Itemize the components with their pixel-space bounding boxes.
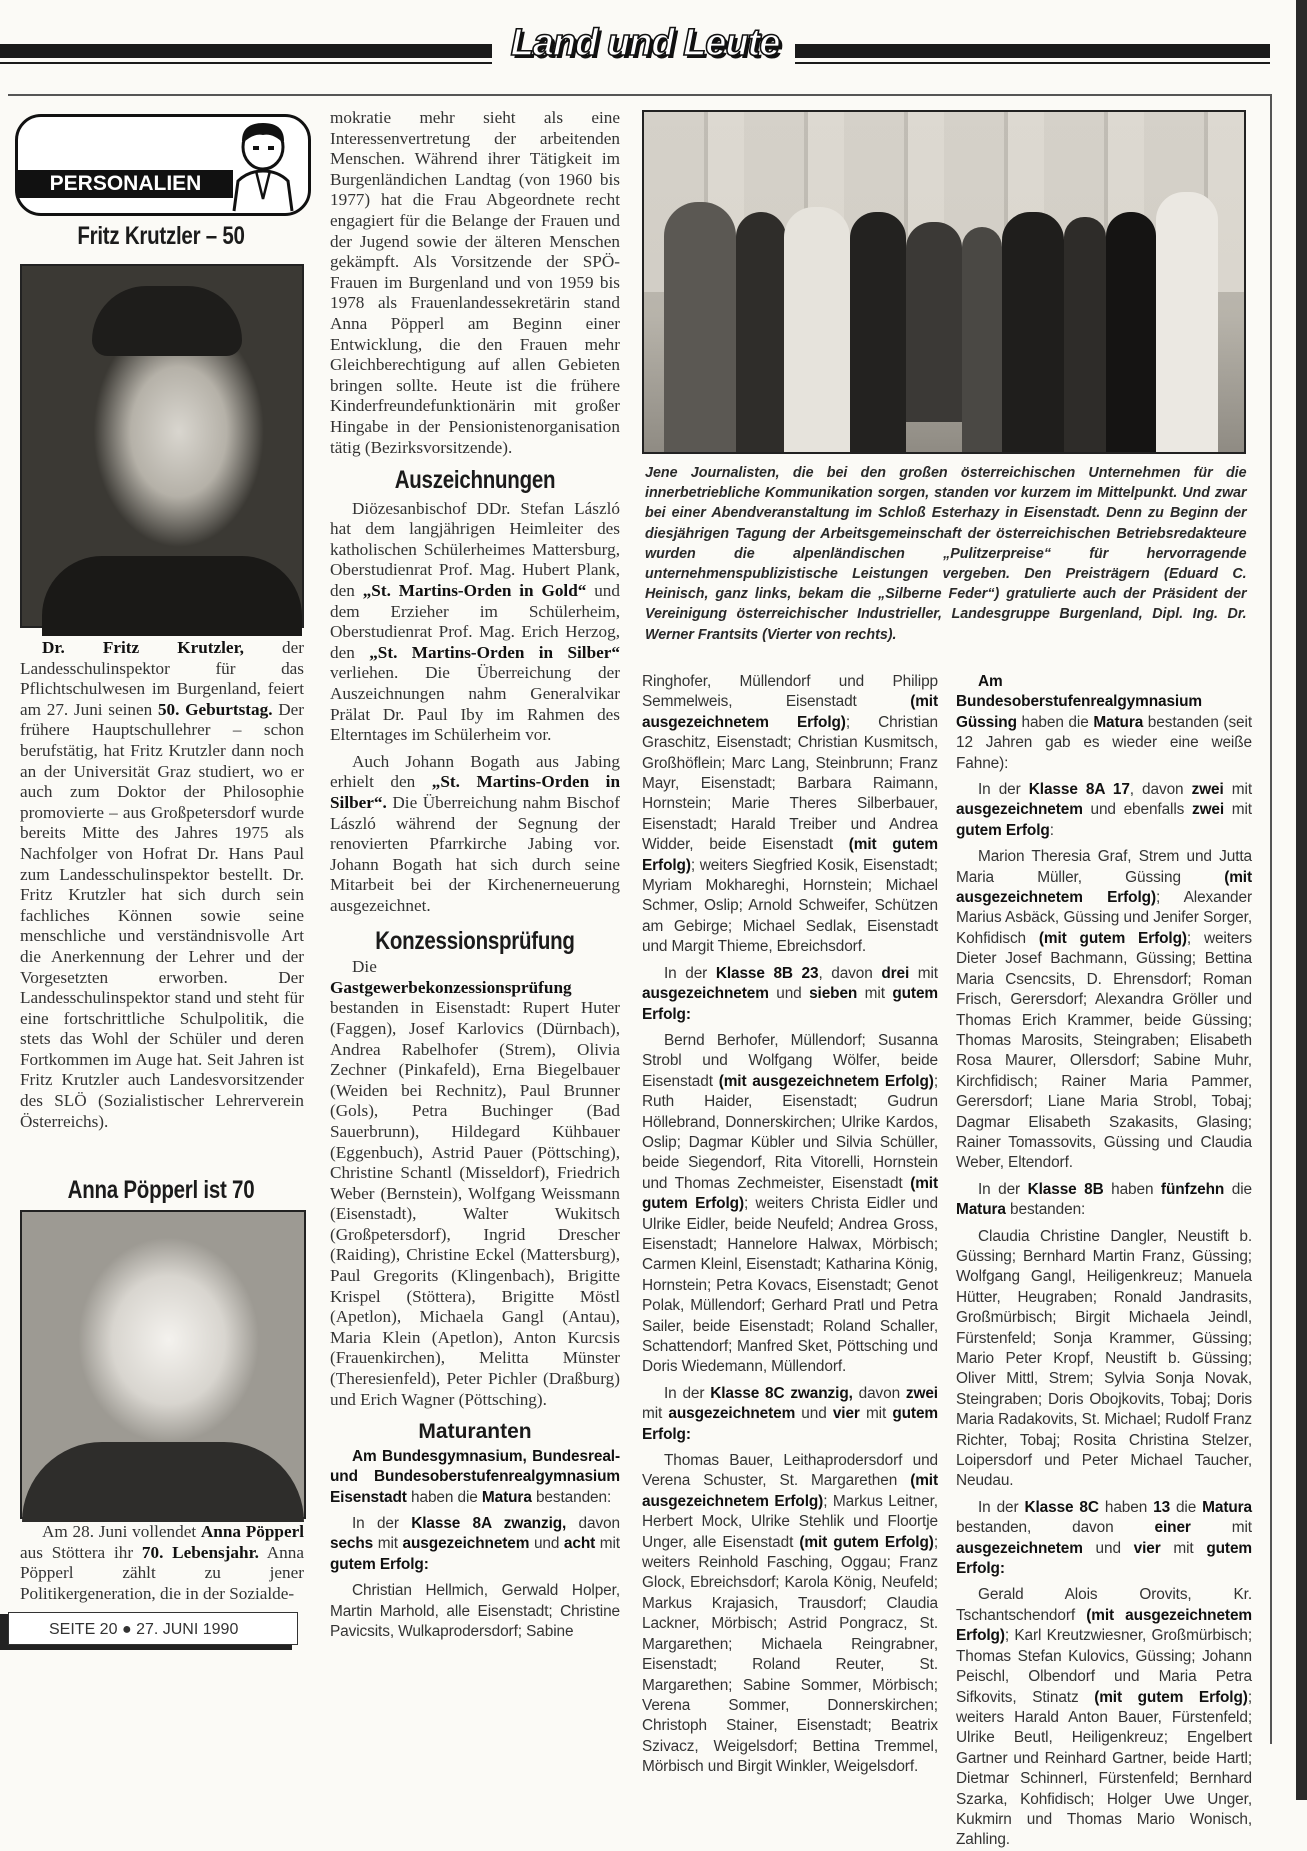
- text: Anna Pöpperl zählt zu jener Politikergeneration, die in der Sozialde-: [20, 1542, 305, 1603]
- paragraph: [330, 752, 620, 917]
- text: Die Überreichung nahm Bischof László während der Segnung der renovierten Pfarrkirche Jabing vor. Johann Bogath hat sich durch seine Mitarbeit bei der Kirchenerneuerung ausgezeichnet.: [330, 793, 620, 915]
- bold-text: (mit gutem Erfolg): [642, 1174, 938, 1213]
- paragraph: [956, 1498, 1252, 1580]
- page-edge-shadow: [1296, 0, 1307, 1800]
- text: Thomas Bauer, Leithaprodersdorf und Verena Schuster, St. Margarethen: [642, 1452, 938, 1490]
- text: Gerald Alois Orovits, Kr. Tschantschendorf: [956, 1586, 1252, 1624]
- masthead-rule-left-thin: [0, 62, 492, 64]
- text: ; weiters Dieter Josef Bachmann, Güssing; Bettina Maria Csencsits, D. Ehrensdorf; Roman Frisch, Gerersdorf; Alexandra Gröller und Thomas Erich Krammer, beide Güssing; Thomas Marosits, Steingraben; Elisabeth Rosa Maurer, Ollersdorf; Sabine Muhr, Kirchfidisch; Rainer Maria Pammer, Gerersdorf; Liane Maria Strobl, Tobaj; Dagmar Elisabeth Szakasits, Glasing; Rainer Tomassovits, Güssing und Claudia Weber, Eltendorf.: [956, 929, 1252, 1172]
- text: mit: [1224, 801, 1252, 819]
- bold-text: acht: [563, 1535, 596, 1553]
- portrait-photo-krutzler: [20, 264, 304, 628]
- paragraph: [642, 672, 938, 958]
- paragraph: [642, 1031, 938, 1378]
- paragraph: [20, 1522, 304, 1604]
- page-footer: [8, 1612, 298, 1645]
- bold-text: ausgezeichnetem: [402, 1535, 530, 1553]
- text: ; weiters Reinhold Fasching, Oggau; Franz Glock, Ebreichsdorf; Karola König, Neufeld; Markus Krajasich, Trausdorf; Claudia Lackner, Mörbisch; Astrid Pongracz, St. Margarethen; Michaela Reingrabner, Eisenstadt; Roland Reuter, St. Margarethen; Sabine Sommer, Mörbisch; Verena Sommer, Donnerskirchen; Christoph Stainer, Eisenstadt; Beatrix Szivacz, Weigelsdorf; Bettina Tremmel, Mörbisch und Birgit Winkler, Weigelsdorf.: [642, 1533, 938, 1776]
- column-4: [956, 672, 1253, 1849]
- bold-text: (mit ausgezeichnetem Erfolg): [956, 868, 1252, 907]
- bold-text: (mit ausgezeichnetem Erfolg): [718, 1072, 934, 1090]
- body-auszeichnungen: [330, 499, 620, 917]
- photo-caption: Jene Journalisten, die bei den großen österreichischen Unternehmen für die innerbetriebliche Kommunikation sorgen, standen vor kurzem im Mittelpunkt. Und zwar bei einer Abendveranstaltung im Schloß Esterhazy in Eisenstadt. Denn zu Beginn der diesjährigen Tagung der Arbeitsgemeinschaft der österreichischen Betriebsredakteure wurden die alpenländischen „Pulitzerpreise“ für hervorragende unternehmenspublizistische Leistungen vergeben. Den Preisträgern (Eduard C. Heinisch, ganz links, bekam die „Silberne Feder“) gratulierte auch der Präsident der Vereinigung österreichischer Industrieller, Landesgruppe Burgenland, Dipl. Ing. Dr. Werner Frantsits (Vierter von rechts).: [645, 464, 1247, 643]
- text: In der: [978, 1180, 1028, 1198]
- bold-text: (mit gutem Erfolg): [1094, 1688, 1248, 1706]
- text: ; weiters Harald Anton Bauer, Fürstenfeld; Ulrike Beutl, Heiligenkreuz; Engelbert Gartner und Reinhard Gartner, beide Hartl; Dietmar Schinnerl, Fürstenfeld; Bernhard Szarka, Kohfidisch; Holger Uwe Unger, Kukmirn und Thomas Mario Wonisch, Zahling.: [956, 1688, 1252, 1849]
- masthead-rule-right-thin: [795, 62, 1270, 64]
- text: bestanden, davon: [956, 1519, 1155, 1537]
- text: Diözesanbischof DDr. Stefan László hat dem langjährigen Heimleiter des katholischen Schülerheimes Mattersburg, Oberstudienrat Prof. Mag. Hubert Plank, den: [330, 498, 620, 601]
- bold-text: sieben: [809, 985, 858, 1003]
- portrait-dress: [22, 1442, 304, 1522]
- text: , davon: [818, 964, 882, 982]
- text: mit: [1223, 781, 1253, 799]
- text: und: [1082, 1539, 1134, 1557]
- bold-text: ausgezeichnetem: [956, 1539, 1083, 1557]
- text: Auch Johann Bogath aus Jabing erhielt den: [330, 751, 620, 792]
- text: In der: [978, 781, 1029, 799]
- bold-text: „St. Martins-Orden in Silber“: [369, 642, 620, 662]
- text: Claudia Christine Dangler, Neustift b. Güssing; Bernhard Martin Franz, Güssing; Wolfgang Gangl, Heiligenkreuz; Manuela Hütter, Heugraben; Ronald Jandrasits, Großmürbisch; Birgit Michaela Jeindl, Fürstenfeld; Sonja Krammer, Güssing; Mario Peter Kropf, Neustift b. Güssing; Oliver Mittl, Strem; Sylvia Sonja Novak, Steingraben; Doris Obojkovits, Tobaj; Doris Maria Radakovits, St. Michael; Rudolf Franz Richter, Tobaj; Rosita Christina Stelzer, Loipersdorf und Peter Michael Taucher, Neudau.: [956, 1227, 1252, 1490]
- bold-text: Am Bundesgymnasium, Bundesreal- und Bundesoberstufenrealgymnasium Eisenstadt: [330, 1447, 620, 1506]
- paragraph: [956, 672, 1252, 774]
- bold-text: Klasse 8C zwanzig,: [710, 1384, 853, 1402]
- text: bestanden:: [531, 1488, 612, 1506]
- section-title: Land und Leute: [510, 22, 780, 64]
- photo-people-silhouettes: [664, 152, 1224, 452]
- headline-maturanten: Maturanten: [418, 1420, 532, 1444]
- bold-text: (mit gutem Erfolg): [799, 1533, 934, 1551]
- bold-text: sechs: [330, 1535, 374, 1553]
- text: Christian Hellmich, Gerwald Holper, Martin Marhold, alle Eisenstadt; Christine Pavicsits, Wulkaprodersdorf; Sabine: [330, 1582, 620, 1641]
- portrait-suit: [42, 556, 302, 636]
- bold-text: zwei: [1191, 801, 1225, 819]
- text: mokratie mehr sieht als eine Interessenvertretung der arbeitenden Menschen. Während ihrer Tätigkeit im Burgenländichen Landtag (von 1960 bis 1977) hat die Frau Abgeordnete recht engagiert für die Belange der Frauen und der Jugend sowie der älteren Menschen gekämpft. Als Vorsitzende der SPÖ-Frauen im Burgenland und von 1959 bis 1978 als Frauenlandessekretärin stand Anna Pöpperl am Beginn einer Entwicklung, die den Frauen mehr Gleichberechtigung auf allen Gebieten bringen sollte. Heute ist die frühere Kinderfreundefunktionärin mit großer Hingabe in der Pensionistenorganisation tätig (Bezirksvorsitzende).: [330, 108, 620, 457]
- bold-text: ausgezeichnetem: [642, 985, 769, 1003]
- text: verliehen. Die Überreichung der Auszeichnungen nahm Generalvikar Prälat Dr. Paul Iby im Rahmen des Elterntages im Schülerheim vor.: [330, 663, 620, 745]
- text: bestanden:: [1005, 1201, 1086, 1219]
- text: mit: [1160, 1539, 1207, 1557]
- paragraph: [330, 1581, 620, 1642]
- bold-text: Klasse 8B 23: [715, 964, 819, 982]
- bold-text: Klasse 8A 17: [1028, 781, 1130, 799]
- personalien-label: PERSONALIEN: [18, 170, 233, 198]
- text: ; Ruth Haider, Eisenstadt; Gudrun Höllebrand, Donnerskirchen; Ulrike Kardos, Oslip; Dagmar Kübler und Silvia Schüller, beide Siegendorf, Rita Vitorelli, Hornstein und Thomas Zechmeister, Eisenstadt: [642, 1072, 938, 1192]
- text: Am 28. Juni vollendet: [42, 1522, 201, 1541]
- bold-text: Matura: [481, 1488, 532, 1506]
- bold-text: (mit ausgezeichnetem Erfolg): [642, 1472, 938, 1510]
- text: davon: [852, 1384, 906, 1402]
- headline-konzession: Konzessionsprüfung: [375, 926, 575, 955]
- bold-text: Dr. Fritz Krutzler,: [42, 638, 244, 657]
- bold-text: ausgezeichnetem: [956, 801, 1083, 819]
- page-number: SEITE 20: [49, 1621, 118, 1638]
- text: und: [529, 1535, 564, 1553]
- text: :: [1049, 821, 1054, 839]
- text: ; Christian Graschitz, Eisenstadt; Christian Kusmitsch, Großhöflein; Marc Lang, Steinbrunn; Franz Mayr, Eisenstadt; Barbara Raimann, Hornstein; Marie Theres Silberbauer, Eisenstadt; Harald Treiber und Andrea Widder, beide Eisenstadt: [642, 713, 938, 854]
- column-3: [642, 672, 939, 1776]
- paragraph: [330, 108, 620, 458]
- text: Bernd Berhofer, Müllendorf; Susanna Strobl und Wolfgang Wölfer, beide Eisenstadt: [642, 1031, 938, 1090]
- text: mit: [595, 1535, 620, 1553]
- bold-text: vier: [1133, 1539, 1161, 1557]
- text: In der: [664, 964, 716, 982]
- bold-text: Matura: [956, 1201, 1006, 1219]
- issue-date: 27. JUNI 1990: [136, 1621, 239, 1638]
- bold-text: „St. Martins-Orden in Gold“: [362, 581, 587, 601]
- paragraph: [642, 964, 938, 1025]
- text: ; Alexander Marius Asbäck, Güssing und Jenifer Sorger, Kohfidisch: [956, 889, 1252, 947]
- column-2: [330, 108, 620, 1738]
- bold-text: 70. Lebensjahr.: [141, 1542, 259, 1562]
- body-maturanten-col3: [642, 672, 938, 1778]
- group-photo-journalists: [642, 110, 1246, 454]
- paragraph: [20, 638, 304, 1132]
- text: aus Stöttera ihr: [20, 1542, 142, 1562]
- headline-auszeichnungen: Auszeichnungen: [394, 466, 556, 495]
- text: der Landesschulinspektor für das Pflichtschulwesen im Burgenland, feiert am 27. Juni seinen: [20, 638, 304, 719]
- text: , davon: [1129, 781, 1192, 799]
- text: ; Markus Leitner, Herbert Mock, Ulrike Stehlik und Floortje Unger, alle Eisenstadt: [642, 1492, 938, 1551]
- text: mit: [1190, 1519, 1252, 1537]
- bullet-icon: ●: [121, 1621, 132, 1638]
- bold-text: (mit gutem Erfolg): [642, 836, 938, 874]
- article-poepperl: [15, 1176, 307, 1606]
- person-icon: [228, 119, 298, 211]
- paragraph: [956, 1585, 1252, 1850]
- bold-text: Anna Pöpperl: [200, 1522, 304, 1541]
- bold-text: (mit ausgezeichnetem Erfolg): [956, 1606, 1252, 1645]
- body-krutzler: [20, 638, 304, 1132]
- body-maturanten-col4: [956, 672, 1252, 1851]
- text: Die: [352, 957, 377, 977]
- text: haben: [1103, 1180, 1161, 1198]
- poepperl-continuation: [330, 108, 620, 458]
- text: haben die: [406, 1488, 482, 1506]
- text: Der frühere Hauptschullehrer – schon berufstätig, hat Fritz Krutzler dann noch an der Universität Graz studiert, wo er auch zum Doktor der Philosophie promovierte – aus Großpetersdorf wurde bereits Mitte des Jahres 1975 als Nachfolger von Hofrat Dr. Hans Paul zum Landesschulinspektor bestellt. Dr. Fritz Krutzler hat sich durch sein fachliches Können sowie seine menschliche und verständnisvolle Art die Anerkennung der Lehrer und der Vorgesetzten erworben. Der Landesschulinspektor stand und steht für eine fortschrittliche Schulpolitik, die stets das Wohl der Schüler und deren Fortkommen im Auge hat. Seit Jahren ist Fritz Krutzler auch Landesvorsitzender des SLÖ (Sozialistischer Lehrerverein Österreichs).: [20, 699, 305, 1131]
- body-poepperl: [20, 1522, 304, 1604]
- headline-krutzler: Fritz Krutzler – 50: [77, 222, 245, 250]
- body-maturanten-col2: [330, 1447, 620, 1643]
- paragraph: [956, 847, 1252, 1174]
- bold-text: (mit gutem Erfolg): [1038, 929, 1187, 947]
- headline-poepperl: Anna Pöpperl ist 70: [67, 1176, 255, 1204]
- bold-text: 50. Geburtstag.: [157, 699, 273, 719]
- masthead-rule-right: [795, 44, 1270, 58]
- paragraph: [330, 1447, 620, 1508]
- bold-text: „St. Martins-Orden in Silber“.: [330, 772, 621, 812]
- paragraph: [956, 780, 1252, 841]
- text: und: [795, 1405, 833, 1423]
- paragraph: [330, 1514, 620, 1575]
- paragraph: [642, 1451, 938, 1778]
- paragraph: [956, 1227, 1252, 1492]
- paragraph: [642, 1384, 938, 1445]
- bold-text: Matura: [1202, 1498, 1253, 1516]
- bold-text: zwei: [905, 1384, 938, 1402]
- portrait-hair: [92, 286, 242, 356]
- bold-text: gutem Erfolg:: [642, 1405, 938, 1443]
- text: bestanden in Eisenstadt: Rupert Huter (Faggen), Josef Karlovics (Dürnbach), Andrea Rabelhofer (Strem), Olivia Zechner (Pinkafeld), Erna Biegelbauer (Weiden bei Rechnitz), Paul Brunner (Gols), Petra Buchinger (Bad Sauerbrunn), Hildegard Kühbauer (Eggenbuch), Astrid Pauer (Pöttsching), Christine Schantl (Misseldorf), Friedrich Weber (Bernstein), Wolfgang Weissmann (Eisenstadt), Walter Wukitsch (Großpetersdorf), Ingrid Drescher (Raiding), Christine Eckel (Mattersburg), Paul Gregorits (Klingenbach), Brigitte Krispel (Stöttera), Brigitte Möstl (Apetlon), Michaela Gangl (Antau), Maria Klein (Apetlon), Anton Kurcsis (Frauenkirchen), Melitta Münster (Theresienfeld), Peter Pichler (Draßburg) und Erich Wagner (Pöttsching).: [330, 998, 620, 1409]
- bold-text: Gastgewerbekonzessionsprüfung: [330, 977, 572, 997]
- text: bestanden (seit 12 Jahren gab es wieder eine weiße Fahne):: [956, 713, 1252, 772]
- text: mit: [373, 1535, 403, 1553]
- bold-text: (mit ausgezeichnetem Erfolg): [642, 693, 938, 731]
- text: und ebenfalls: [1082, 801, 1192, 819]
- paragraph: [956, 1180, 1252, 1221]
- bold-text: ausgezeichnetem: [668, 1405, 796, 1423]
- text: mit: [859, 1405, 893, 1423]
- masthead-rule-left: [0, 44, 492, 58]
- text: In der: [352, 1515, 412, 1533]
- bold-text: einer: [1154, 1519, 1191, 1537]
- bold-text: Klasse 8A zwanzig,: [411, 1515, 567, 1533]
- text: mit: [909, 964, 938, 982]
- text: davon: [566, 1515, 620, 1533]
- bold-text: 13: [1153, 1498, 1171, 1516]
- personalien-logo: [15, 114, 311, 216]
- bold-text: drei: [881, 964, 910, 982]
- article-krutzler: [15, 222, 307, 1162]
- paragraph: [330, 957, 620, 1410]
- bold-text: gutem Erfolg:: [642, 985, 938, 1023]
- text: Ringhofer, Müllendorf und Philipp Semmelweis, Eisenstadt: [642, 673, 938, 711]
- text: und: [768, 985, 810, 1003]
- bold-text: Klasse 8C: [1024, 1498, 1099, 1516]
- bold-text: Am Bundesoberstufenrealgymnasium Güssing: [956, 673, 1202, 731]
- text: und dem Erzieher im Schülerheim, Oberstudienrat Prof. Mag. Erich Herzog, den: [330, 581, 620, 662]
- text: In der: [978, 1498, 1025, 1516]
- bold-text: vier: [832, 1405, 860, 1423]
- bold-text: Klasse 8B: [1027, 1180, 1104, 1198]
- paragraph: [330, 499, 620, 746]
- text: ; weiters Christa Eidler und Ulrike Eidler, beide Neufeld; Andrea Gross, Eisenstadt; Hannelore Halwax, Mörbisch; Carmen Kleinl, Eisenstadt; Katharina König, Hornstein; Petra Kovacs, Eisenstadt; Genot Polak, Müllendorf; Gerhard Pratl und Petra Sailer, beide Eisenstadt; Roland Schaller, Schattendorf; Manfred Sket, Pöttsching und Doris Wiedemann, Müllendorf.: [642, 1195, 939, 1376]
- body-konzession: [330, 957, 620, 1410]
- text: mit: [857, 985, 893, 1003]
- text: Marion Theresia Graf, Strem und Jutta Maria Müller, Güssing: [956, 848, 1252, 886]
- text: ; weiters Siegfried Kosik, Eisenstadt; Myriam Mokhareghi, Hornstein; Michael Schmer, Oslip; Arnold Schweifer, Schützen am Gebirge; Michael Sedlak, Eisenstadt und Margit Thieme, Ebreichsdorf.: [642, 856, 938, 956]
- text: haben: [1098, 1498, 1154, 1516]
- text: die: [1170, 1498, 1203, 1516]
- text: haben die: [1016, 713, 1094, 731]
- text: mit: [642, 1405, 669, 1423]
- bold-text: Matura: [1093, 713, 1144, 731]
- bold-text: gutem Erfolg: [956, 821, 1050, 839]
- text: In der: [664, 1384, 711, 1402]
- text: ; Karl Kreutzwiesner, Großmürbisch; Thomas Stefan Kulovics, Güssing; Johann Peischl, Olbendorf und Maria Petra Sifkovits, Stinatz: [956, 1627, 1252, 1706]
- bold-text: fünfzehn: [1160, 1180, 1225, 1198]
- text: die: [1224, 1180, 1252, 1198]
- bold-text: zwei: [1191, 781, 1224, 799]
- portrait-photo-poepperl: [20, 1210, 306, 1519]
- bold-text: gutem Erfolg:: [330, 1555, 429, 1573]
- bold-text: gutem Erfolg:: [956, 1539, 1252, 1578]
